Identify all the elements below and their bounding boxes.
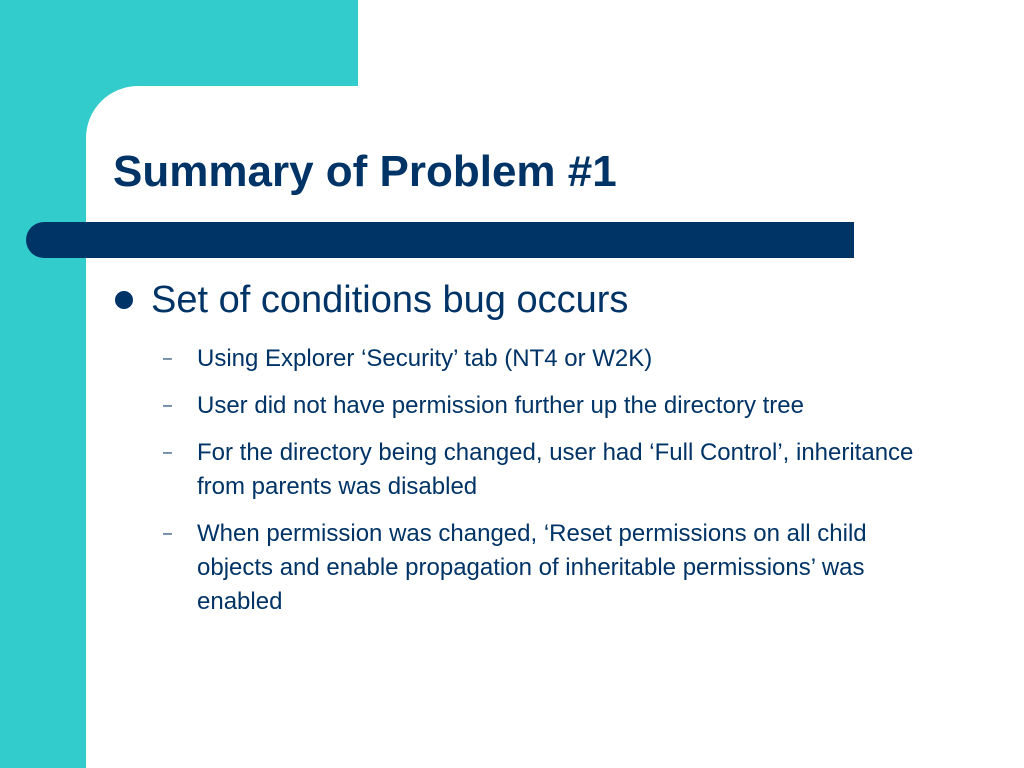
sub-bullet-text: User did not have permission further up the directory tree xyxy=(197,392,804,419)
dash-icon: – xyxy=(163,350,172,367)
sub-bullet-text: For the directory being changed, user had ‘Full Control’, inheritance from parents was disabled xyxy=(197,439,914,500)
sub-bullet-item xyxy=(163,517,943,619)
sub-bullet-item xyxy=(163,389,943,423)
sub-bullet-text: When permission was changed, ‘Reset permissions on all child objects and enable propagation of inheritable permissions’ was enabled xyxy=(197,520,867,615)
sub-bullet-list xyxy=(163,342,943,632)
slide-title: Summary of Problem #1 xyxy=(113,147,617,196)
title-underline-bar xyxy=(26,222,854,258)
sub-bullet-text: Using Explorer ‘Security’ tab (NT4 or W2K) xyxy=(197,345,653,372)
bullet-dot-icon xyxy=(115,291,133,309)
dash-icon: – xyxy=(163,525,172,542)
dash-icon: – xyxy=(163,444,172,461)
sub-bullet-item xyxy=(163,342,943,376)
sub-bullet-item xyxy=(163,436,943,504)
dash-icon: – xyxy=(163,397,172,414)
main-bullet-text: Set of conditions bug occurs xyxy=(151,279,629,321)
